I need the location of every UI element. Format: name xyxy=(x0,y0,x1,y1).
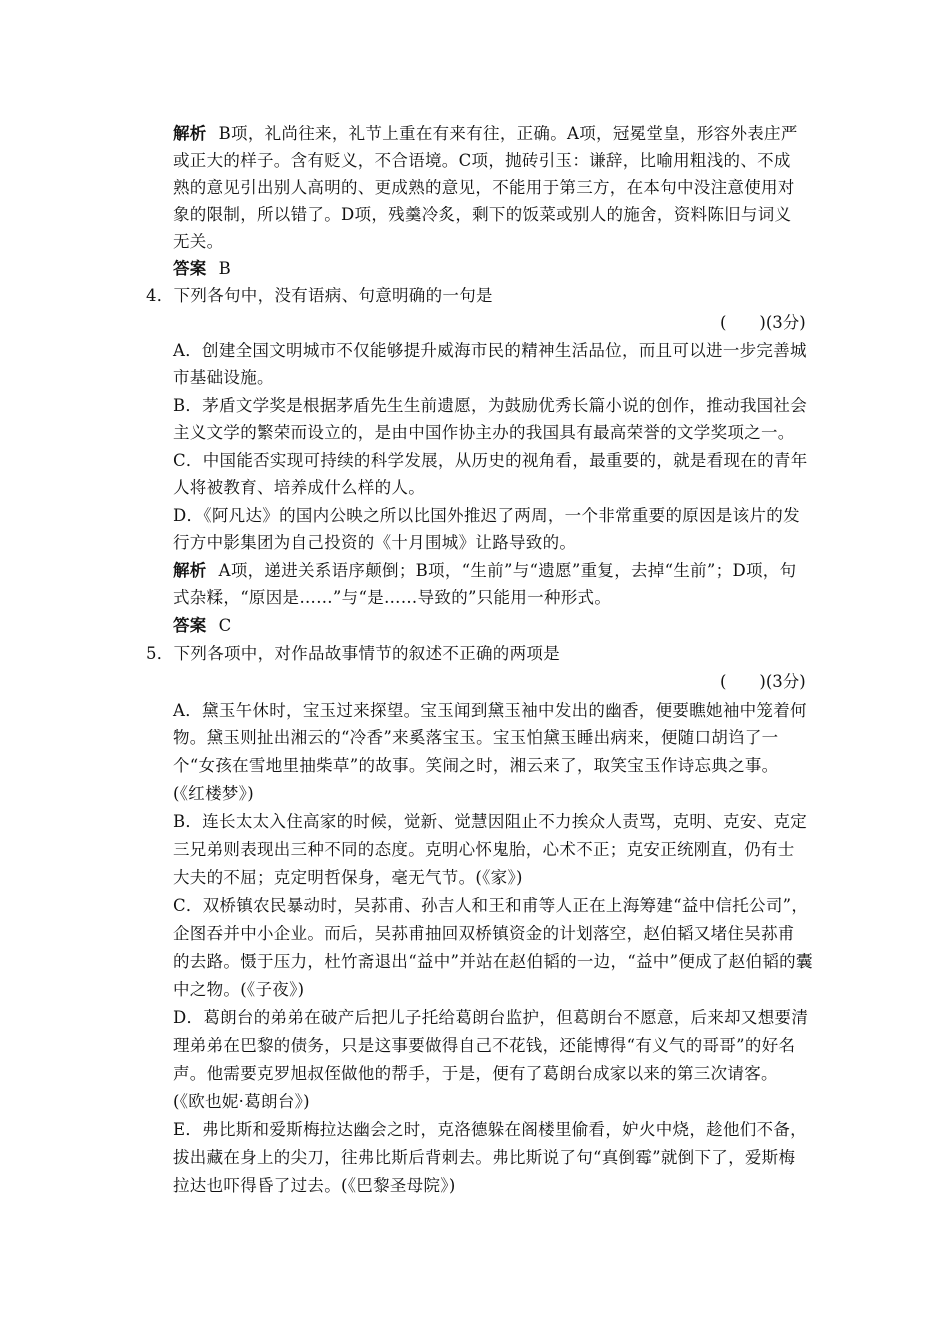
question-4-stem: 4．下列各句中，没有语病、句意明确的一句是 xyxy=(146,286,493,305)
q5-option-a-line-4: (《红楼梦》) xyxy=(173,784,254,803)
q5-option-c-line-3: 的去路。慑于压力，杜竹斋退出“益中”并站在赵伯韬的一边，“益中”便成了赵伯韬的囊 xyxy=(173,952,813,971)
q5-option-a-line-3: 个“女孩在雪地里抽柴草”的故事。笑闹之时，湘云来了，取笑宝玉作诗忘典之事。 xyxy=(173,756,779,775)
answer-label: 答案 xyxy=(173,259,207,278)
analysis-3-line-1 xyxy=(173,123,798,145)
q4-option-c-line-2: 人将被教育、培养成什么样的人。 xyxy=(173,478,425,497)
q5-option-b-line-1: B．连长太太入住高家的时候，觉新、觉慧因阻止不力挨众人责骂，克明、克安、克定 xyxy=(173,812,808,831)
q4-option-b-line-2: 主义文学的繁荣而设立的，是由中国作协主办的我国具有最高荣誉的文学奖项之一。 xyxy=(173,423,795,442)
answer-4 xyxy=(173,615,232,637)
q5-option-c-line-4: 中之物。(《子夜》) xyxy=(173,980,305,999)
analysis-3-line-2: 或正大的样子。含有贬义，不合语境。C项，抛砖引玉：谦辞，比喻用粗浅的、不成 xyxy=(173,151,791,170)
analysis-label: 解析 xyxy=(173,561,207,580)
q4-option-d-line-2: 行方中影集团为自己投资的《十月围城》让路导致的。 xyxy=(173,533,577,552)
q5-option-a-line-1: A．黛玉午休时，宝玉过来探望。宝玉闻到黛玉袖中发出的幽香，便要瞧她袖中笼着何 xyxy=(173,701,807,720)
q5-option-b-line-3: 大夫的不屈；克定明哲保身，毫无气节。(《家》) xyxy=(173,868,523,887)
analysis-3-line-5: 无关。 xyxy=(173,232,224,251)
q5-option-e-line-3: 拉达也吓得昏了过去。(《巴黎圣母院》) xyxy=(173,1176,456,1195)
q5-option-c-line-1: C．双桥镇农民暴动时，吴荪甫、孙吉人和王和甫等人正在上海筹建“益中信托公司”， xyxy=(173,896,809,915)
q4-option-a-line-1: A．创建全国文明城市不仅能够提升威海市民的精神生活品位，而且可以进一步完善城 xyxy=(173,341,807,360)
answer-3 xyxy=(173,258,231,280)
q5-option-a-line-2: 物。黛玉则扯出湘云的“冷香”来奚落宝玉。宝玉怕黛玉睡出病来，便随口胡诌了一 xyxy=(173,728,779,747)
analysis-4-line-2: 式杂糅，“原因是……”与“是……导致的”只能用一种形式。 xyxy=(173,588,612,607)
question-5-stem: 5．下列各项中，对作品故事情节的叙述不正确的两项是 xyxy=(146,644,560,663)
analysis-text: A项，递进关系语序颠倒；B项，“生前”与“遗愿”重复，去掉“生前”；D项，句 xyxy=(218,561,797,580)
q4-option-c-line-1: C．中国能否实现可持续的科学发展，从历史的视角看，最重要的，就是看现在的青年 xyxy=(173,451,808,470)
analysis-text: B项，礼尚往来，礼节上重在有来有往，正确。A项，冠冕堂皇，形容外表庄严 xyxy=(218,124,798,143)
q5-option-b-line-2: 三兄弟则表现出三种不同的态度。克明心怀鬼胎，心术不正；克安正统刚直，仍有士 xyxy=(173,840,795,859)
question-5-score: ( )(3分) xyxy=(720,672,806,691)
q5-option-d-line-2: 理弟弟在巴黎的债务，只是这事要做得自己不花钱，还能博得“有义气的哥哥”的好名 xyxy=(173,1036,796,1055)
analysis-label: 解析 xyxy=(173,124,207,143)
q4-option-d-line-1: D．《阿凡达》的国内公映之所以比国外推迟了两周，一个非常重要的原因是该片的发 xyxy=(173,506,800,525)
q4-option-a-line-2: 市基础设施。 xyxy=(173,368,274,387)
answer-label: 答案 xyxy=(173,616,207,635)
answer-value: C xyxy=(218,616,232,635)
analysis-4-line-1 xyxy=(173,560,796,582)
q5-option-d-line-1: D．葛朗台的弟弟在破产后把儿子托给葛朗台监护，但葛朗台不愿意，后来却又想要清 xyxy=(173,1008,809,1027)
analysis-3-line-4: 象的限制，所以错了。D项，残羹冷炙，剩下的饭菜或别人的施舍，资料陈旧与词义 xyxy=(173,205,792,224)
question-4-score: ( )(3分) xyxy=(720,313,806,332)
q5-option-e-line-1: E．弗比斯和爱斯梅拉达幽会之时，克洛德躲在阁楼里偷看，妒火中烧，趁他们不备， xyxy=(173,1120,807,1139)
q5-option-c-line-2: 企图吞并中小企业。而后，吴荪甫抽回双桥镇资金的计划落空，赵伯韬又堵住吴荪甫 xyxy=(173,924,795,943)
analysis-3-line-3: 熟的意见引出别人高明的、更成熟的意见，不能用于第三方，在本句中没注意使用对 xyxy=(173,178,795,197)
q5-option-d-line-4: (《欧也妮·葛朗台》) xyxy=(173,1092,310,1111)
answer-value: B xyxy=(218,259,232,278)
q5-option-d-line-3: 声。他需要克罗旭叔侄做他的帮手，于是，便有了葛朗台成家以来的第三次请客。 xyxy=(173,1064,778,1083)
q4-option-b-line-1: B．茅盾文学奖是根据茅盾先生生前遗愿，为鼓励优秀长篇小说的创作，推动我国社会 xyxy=(173,396,808,415)
q5-option-e-line-2: 拔出藏在身上的尖刀，往弗比斯后背刺去。弗比斯说了句“真倒霉”就倒下了，爱斯梅 xyxy=(173,1148,796,1167)
